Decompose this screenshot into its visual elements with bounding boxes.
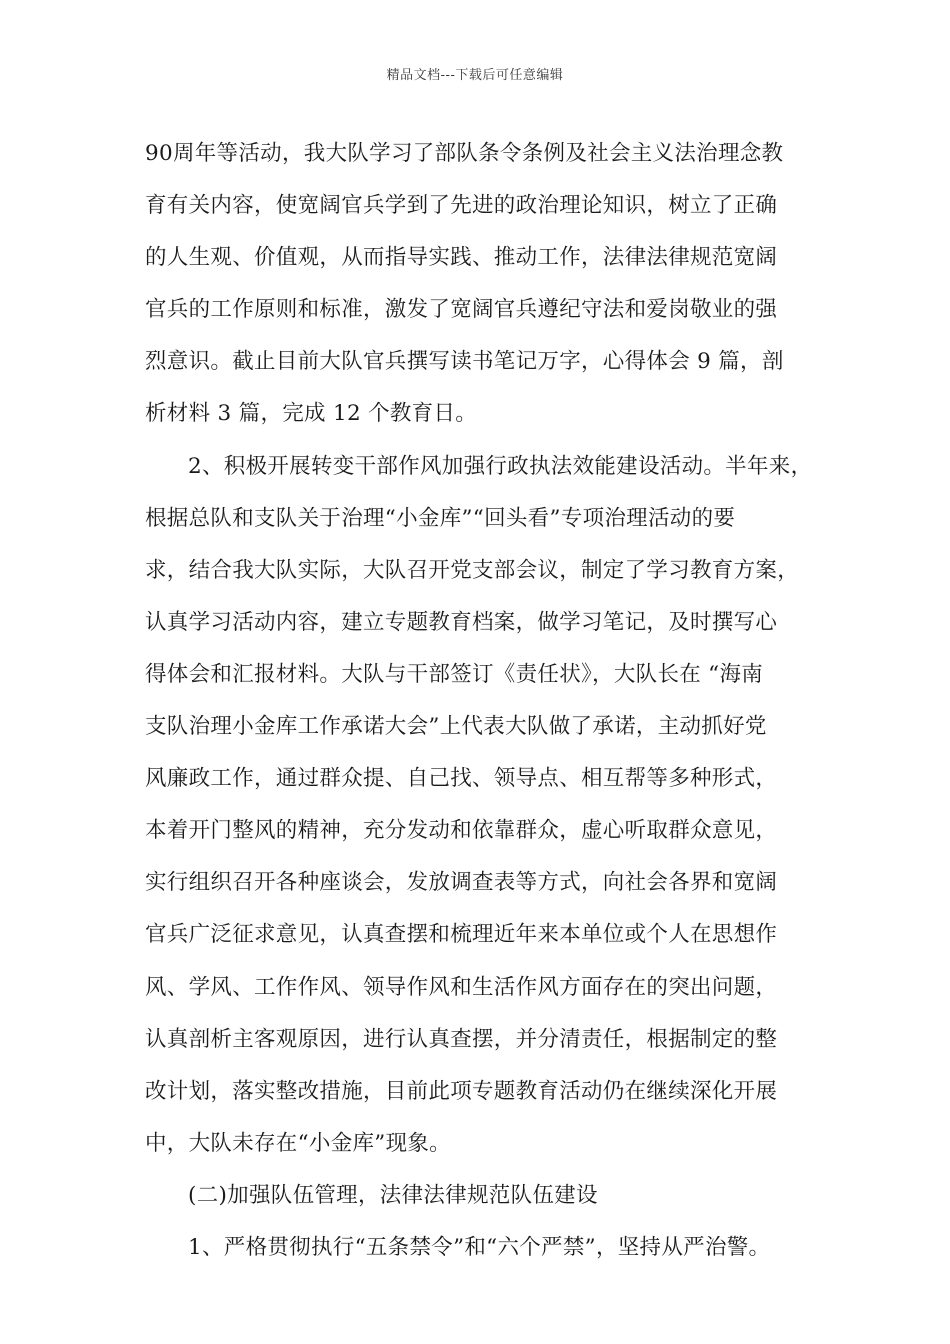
text-line: 改计划，落实整改措施，目前此项专题教育活动仍在继续深化开展 [145,1078,778,1104]
section-heading: (二)加强队伍管理，法律法律规范队伍建设 [188,1182,598,1208]
text-line: 支队治理小金库工作承诺大会”上代表大队做了承诺，主动抓好党 [145,714,767,740]
text-line: 官兵的工作原则和标准，激发了宽阔官兵遵纪守法和爱岗敬业的强 [145,297,778,323]
text-line: 认真剖析主客观原因，进行认真查摆，并分清责任，根据制定的整 [145,1026,778,1052]
text-line: 风、学风、工作作风、领导作风和生活作风方面存在的突出问题， [145,974,778,1000]
text-line: 90周年等活动，我大队学习了部队条令条例及社会主义法治理念教 [145,141,784,166]
text-line: 本着开门整风的精神，充分发动和依靠群众，虚心听取群众意见， [145,818,778,844]
paragraph-start-line: 1、严格贯彻执行“五条禁令”和“六个严禁”，坚持从严治警。 [188,1234,771,1260]
text-line: 实行组织召开各种座谈会，发放调查表等方式，向社会各界和宽阔 [145,870,778,896]
text-line: 风廉政工作，通过群众提、自己找、领导点、相互帮等多种形式， [145,766,778,792]
document-body [145,128,825,1274]
text-line: 析材料 3 篇，完成 12 个教育日。 [145,401,478,427]
text-line: 的人生观、价值观，从而指导实践、推动工作，法律法律规范宽阔 [145,245,778,271]
text-line: 官兵广泛征求意见，认真查摆和梳理近年来本单位或个人在思想作 [145,922,778,948]
text-line: 认真学习活动内容，建立专题教育档案，做学习笔记，及时撰写心 [145,609,778,635]
paragraph-start-line: 2、积极开展转变干部作风加强行政执法效能建设活动。半年来， [188,453,813,479]
text-line: 中，大队未存在“小金库”现象。 [145,1130,451,1156]
text-line: 育有关内容，使宽阔官兵学到了先进的政治理论知识，树立了正确 [145,193,778,219]
text-line: 求，结合我大队实际，大队召开党支部会议，制定了学习教育方案， [145,557,800,583]
text-line: 得体会和汇报材料。大队与干部签订《责任状》，大队长在 “海南 [145,661,764,687]
text-line: 烈意识。截止目前大队官兵撰写读书笔记万字，心得体会 9 篇，剖 [145,349,784,375]
page-header: 精品文档---下载后可任意编辑 [386,68,564,83]
text-line: 根据总队和支队关于治理“小金库”“回头看”专项治理活动的要 [145,505,736,531]
